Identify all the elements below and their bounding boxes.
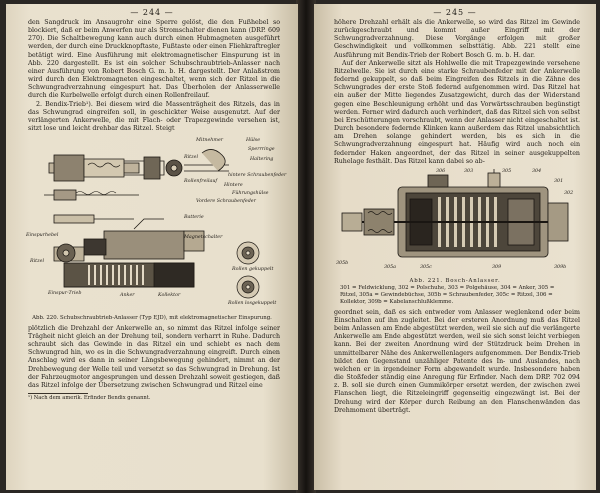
label-305b: 305b xyxy=(336,260,349,266)
footnote-rule xyxy=(28,393,88,394)
paragraph: plötzlich die Drehzahl der Ankerwelle an, so nimmt das Ritzel infolge seiner Trägheit nicht gleich an der Drehung teil, sondern verharrt in Ruhe. Dadurch schraubt sich das Gewinde in das Ritzel ein und schiebt es nach dem Schwungrad hin, wo es in die Schwungradverzahnung eingreift. Durch einen Anschlag wird es dann in seiner Längsbewegung gehindert, nimmt an der Drehbewegung der Welle teil und versetzt so das Schwungrad in Drehung. Ist der Fahrzeugmotor angesprungen und dessen Drehzahl soweit gestiegen, daß das Ritzel infolge der Übersetzung zwischen Schwungrad und Ritzel eine xyxy=(28,324,280,389)
page-number-right: — 245 — xyxy=(433,8,477,17)
label-309: 309 xyxy=(492,264,502,270)
label-anker: Anker xyxy=(120,293,135,299)
label-kollektor: Kollektor xyxy=(158,293,181,299)
label-magnetschalter: Magnetschalter xyxy=(184,235,223,241)
caption-title: Abb. 221. Bosch-Anlasser. xyxy=(409,277,501,284)
figure-caption: Abb. 220. Schubschraubtrieb-Anlasser (Typ EJD), mit elektromagnetischer Einspurung. xyxy=(32,315,272,322)
label-302: 302 xyxy=(564,190,574,196)
label-batterie: Batterie xyxy=(184,215,204,221)
label-305a: 305a xyxy=(384,264,397,270)
paragraph: höhere Drehzahl erhält als die Ankerwelle, so wird das Ritzel im Gewinde zurückgeschraubt und kommt außer Eingriff mit der Schwungradverzahnung. Diese Vorgänge erfolgen mit großer Geschwindigkeit und vollkommen selbsttätig. Abb. 221 stellt eine Ausführung mit Bendix-Trieb der Robert Bosch G. m. b. H. dar. xyxy=(334,19,580,59)
label-306: 306 xyxy=(436,168,446,174)
book-gutter xyxy=(296,0,316,493)
page-number-left: — 244 — xyxy=(130,8,174,17)
starter-diagram xyxy=(24,135,287,313)
label-309b: 309b xyxy=(554,264,567,270)
label-einspurhebel: Einspurhebel xyxy=(26,233,59,239)
label-301: 301 xyxy=(554,178,564,184)
label-vordere-schraubenfeder: Vordere Schraubenfeder xyxy=(196,199,256,205)
label-sperrringe: Sperrringe xyxy=(248,147,275,153)
right-page xyxy=(314,4,596,490)
paragraph: 2. Bendix-Trieb¹). Bei diesem wird die Massenträgheit des Ritzels, das in das Schwungrad eingreifen soll, in geschickter Weise ausgenutzt. Auf der verlängerten Ankerwelle, die mit Flach- oder Trapezgewinde versehen ist, sitzt lose und leicht drehbar das Ritzel. Steigt xyxy=(28,100,280,133)
label-303: 303 xyxy=(464,168,474,174)
label-304: 304 xyxy=(532,168,542,174)
label-hintere: Hintere xyxy=(224,183,243,189)
label-305: 305 xyxy=(502,168,512,174)
label-hintere-schraubenfeder: hintere Schraubenfeder xyxy=(228,173,287,179)
figure-221 xyxy=(328,169,586,277)
figure-caption-221 xyxy=(314,278,596,306)
label-ritzel-2: Ritzel xyxy=(30,259,44,265)
paragraph: Auf der Ankerwelle sitzt als Hohlwelle die mit Trapezgewinde versehene Ritzelwelle. Sie ist durch eine starke Schraubenfeder mit der Ankerwelle federnd gekuppelt, so daß beim Eingreifen des Ritzels in die Zähne des Schwungrades der erste Stoß federnd aufgenommen wird. Das Ritzel hat ein außer der Mitte liegendes Zusatzgewicht, durch das der Widerstand gegen eine Beschleunigung erhöht und das Vorwärtsschrauben begünstigt werden. Ferner wird dadurch auch verhindert, daß das Ritzel sich von selbst bei Erschütterungen vorschraubt, wenn der Anlasser nicht eingeschaltet ist. Durch besondere federnde Klinken kann außerdem das Ritzel unabsichtlich am Drehen solange gehindert werden, bis es sich in die Schwungradverzahnung eingespurt hat. Häufig wird auch noch ein federnder Haken angeordnet, der das Ritzel in seiner ausgekuppelten Ruhelage festhält. Das Ritzel kann dabei so ab- xyxy=(334,59,580,165)
label-hulse: Hülse xyxy=(246,138,261,144)
label-mitnehmer: Mitnehmer xyxy=(196,138,224,144)
paragraph: geordnet sein, daß es sich entweder vom Anlasser weglenkend oder beim Einschalten auf ihn zugleitet. Bei der ersteren Anordnung muß das Ritzel beim Anlassen am Ende abgestützt werden, weil sie sich auf die verlängerte Ankerwelle am Ende abgestützt werden, weil sie sich sonst leicht verbiegen kann. Bei der zweiten Anordnung wird der Stützdruck beim Drehen in unmittelbarer Nähe des Ankerwellenlagers aufgenommen. Der Bendix-Trieb bildet den Gegenstand unzähliger Patente des In- und Auslandes, nach welchen er in irgendeiner Form abgewandelt wurde. Insbesondere haben die Stoßfeder ständig eine Anregung für Erfinder. Nach dem DRP. 702 094 z. B. soll sie durch einen Gummikörper ersetzt werden, der zwischen zwei Flanschen liegt, die Ritzeleingriff gegenseitig eingezwängt ist. Bei der Drehung wird der Körper durch Reibung an den Flanschenwänden das Drehmoment überträgt. xyxy=(334,308,580,414)
label-rollenfreilauf: Rollenfreilauf xyxy=(184,179,218,185)
label-ritzel: Ritzel xyxy=(184,155,198,161)
label-einspur-trieb: Einspur-Trieb xyxy=(48,291,82,297)
label-fuhrungshulse: Führungshülse xyxy=(232,191,269,197)
paragraph: den Sangdruck im Ansaugrohr eine Sperre gelöst, die den Fußhebel so blockiert, daß er beim Anwerfen nur als Stromschalter dienen kann (DRP. 609 270). Die Schaltbewegung kann auch durch einen Hubmagneten ausgeführt werden, der durch eine Druckknopftaste, Fußtaste oder einen Fliehkraftregler betätigt wird. Eine Ausführung mit elektromagnetischer Einspurung ist in Abb. 220 dargestellt. Es ist ein solcher Schubschraubtrieb-Anlasser nach einer Ausführung von Robert Bosch G. m. b. H. dargestellt. Der Anlaßstrom wird durch den Elektromagneten eingeschaltet, wenn sich der Ritzel in die Schwungradverzahnung eingespurt hat. Das Überholen der Anlasserwelle durch die Kurbelwelle erfolgt durch einen Rollenfreilauf. xyxy=(28,19,280,100)
left-page xyxy=(6,4,298,490)
footnote: ¹) Nach dem amerik. Erfinder Bendix genannt. xyxy=(28,395,151,402)
label-rollen-losgekuppelt: Rollen losgekuppelt xyxy=(228,301,277,307)
label-haltering: Haltering xyxy=(250,157,274,163)
bosch-starter-diagram xyxy=(328,169,586,277)
figure-220 xyxy=(24,135,287,313)
caption-legend: 301 = Feldwicklung, 302 = Polschuhe, 303 = Polgehäuse, 304 = Anker, 305 = Ritzel, 305a = Gewindebüchse, 305b = Schraubenfeder, 305c = Ritzel, 306 = Kollektor, 309b = Kabelanschlußklemme. xyxy=(340,284,555,305)
label-305c: 305c xyxy=(420,264,432,270)
label-rollen-gekuppelt: Rollen gekuppelt xyxy=(232,267,274,273)
